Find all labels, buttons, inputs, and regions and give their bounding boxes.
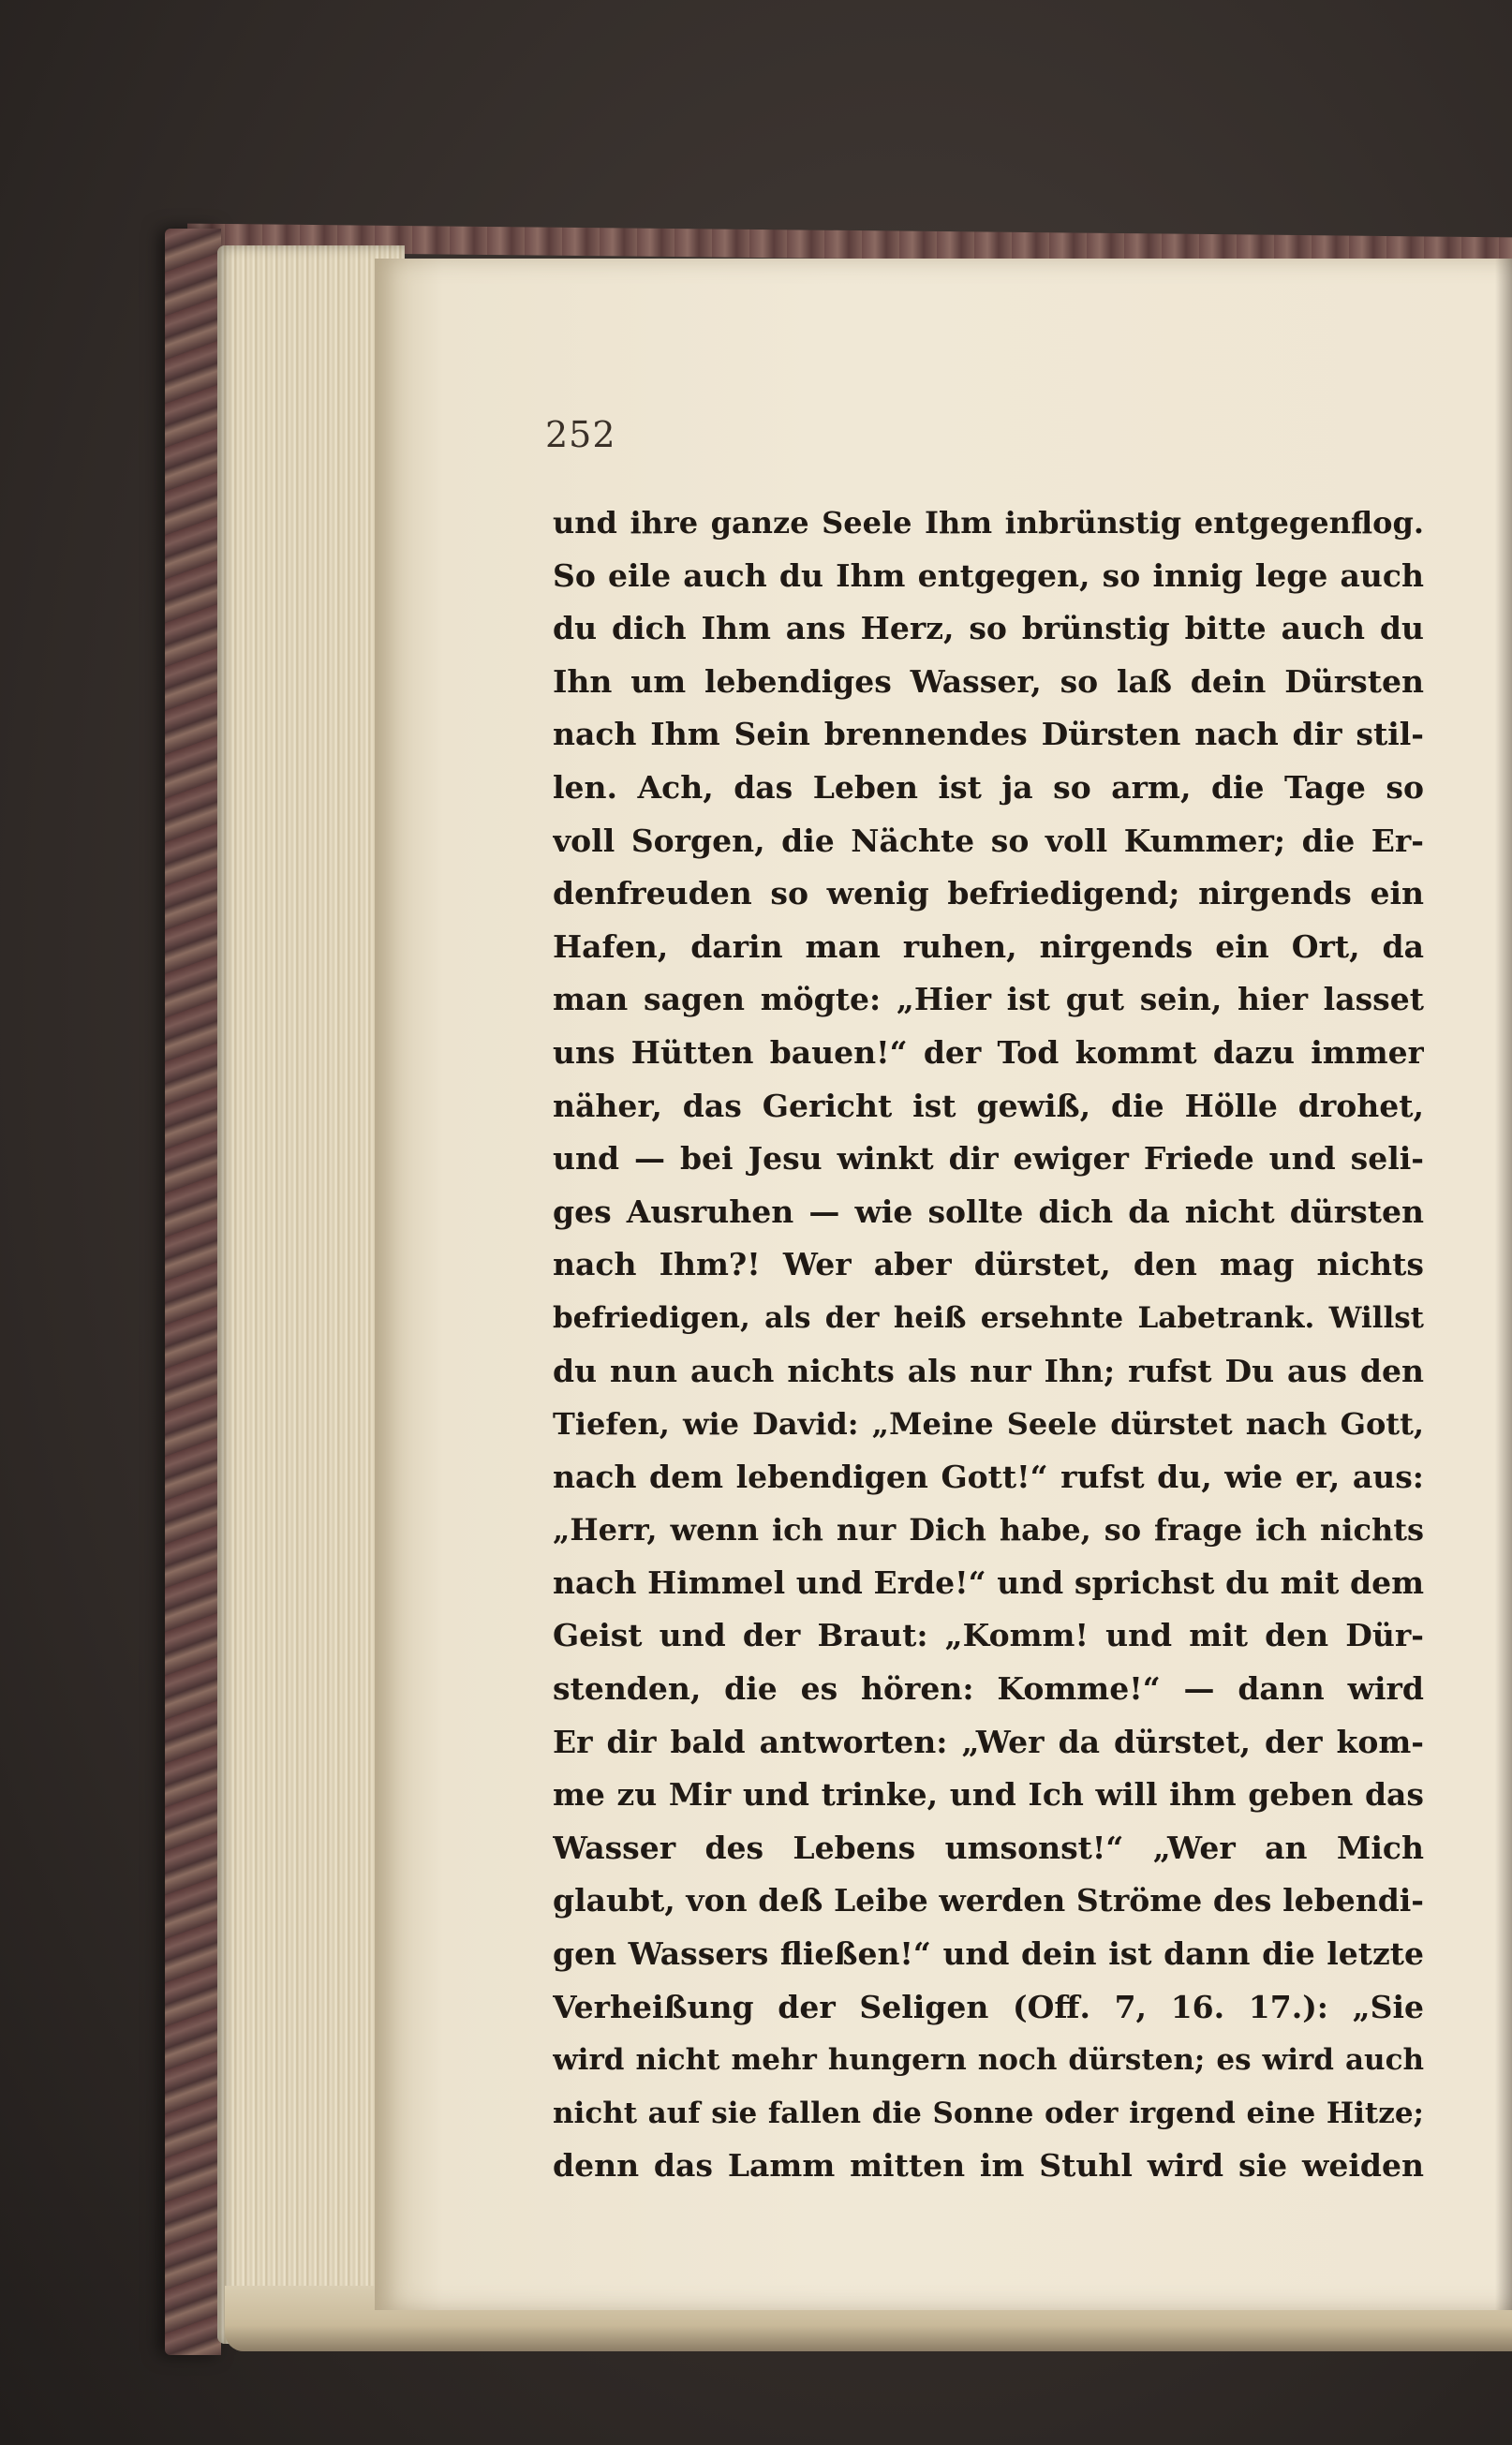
text-line: nicht auf sie fallen die Sonne oder irgend eine Hitze;: [553, 2096, 1424, 2130]
text-line: und — bei Jesu winkt dir ewiger Friede und seli-: [553, 1140, 1424, 1178]
text-line: stenden, die es hören: Komme!“ — dann wird: [553, 1670, 1424, 1708]
text-line: len. Ach, das Leben ist ja so arm, die Tage so: [553, 768, 1424, 806]
text-line: Ihn um lebendiges Wasser, so laß dein Dürsten: [553, 662, 1424, 700]
text-line: Er dir bald antworten: „Wer da dürstet, der kom-: [553, 1723, 1424, 1760]
text-line: denfreuden so wenig befriedigend; nirgends ein: [553, 875, 1424, 912]
page-number: 252: [545, 414, 616, 455]
text-line: nach Himmel und Erde!“ und sprichst du mit dem: [553, 1563, 1424, 1601]
text-line: Verheißung der Seligen (Off. 7, 16. 17.): „Sie: [553, 1988, 1424, 2025]
text-line: So eile auch du Ihm entgegen, so innig lege auch: [553, 556, 1424, 594]
text-line: wird nicht mehr hungern noch dürsten; es wird auch: [553, 2043, 1424, 2078]
text-line: me zu Mir und trinke, und Ich will ihm geben das: [553, 1776, 1424, 1814]
text-line: Tiefen, wie David: „Meine Seele dürstet nach Gott,: [553, 1406, 1424, 1443]
body-text: [553, 496, 1424, 2193]
text-line: ges Ausruhen — wie sollte dich da nicht dürsten: [553, 1193, 1424, 1230]
text-line: und ihre ganze Seele Ihm inbrünstig entgegenflog.: [553, 505, 1424, 541]
text-line: denn das Lamm mitten im Stuhl wird sie weiden: [553, 2147, 1424, 2185]
text-line: gen Wassers fließen!“ und dein ist dann die letzte: [553, 1935, 1424, 1973]
text-line: Wasser des Lebens umsonst!“ „Wer an Mich: [553, 1829, 1424, 1866]
text-line: voll Sorgen, die Nächte so voll Kummer; die Er-: [553, 822, 1424, 859]
text-line: man sagen mögte: „Hier ist gut sein, hier lasset: [553, 981, 1424, 1018]
text-line: Hafen, darin man ruhen, nirgends ein Ort, da: [553, 927, 1424, 965]
text-line: du nun auch nichts als nur Ihn; rufst Du aus den: [553, 1352, 1424, 1389]
text-line: uns Hütten bauen!“ der Tod kommt dazu immer: [553, 1033, 1424, 1071]
text-line: glaubt, von deß Leibe werden Ströme des lebendi-: [553, 1882, 1424, 1919]
book-cover-edge: [165, 229, 221, 2355]
text-line: nach dem lebendigen Gott!“ rufst du, wie er, aus:: [553, 1458, 1424, 1495]
text-line: befriedigen, als der heiß ersehnte Labetrank. Willst: [553, 1300, 1424, 1335]
text-line: du dich Ihm ans Herz, so brünstig bitte auch du: [553, 610, 1424, 647]
page-gutter-shadow: [1495, 259, 1512, 2310]
text-line: näher, das Gericht ist gewiß, die Hölle drohet,: [553, 1087, 1424, 1124]
text-line: Geist und der Braut: „Komm! und mit den Dür-: [553, 1617, 1424, 1654]
text-line: nach Ihm?! Wer aber dürstet, den mag nichts: [553, 1246, 1424, 1283]
text-line: nach Ihm Sein brennendes Dürsten nach dir stil-: [553, 716, 1424, 753]
text-line: „Herr, wenn ich nur Dich habe, so frage ich nichts: [553, 1512, 1424, 1548]
